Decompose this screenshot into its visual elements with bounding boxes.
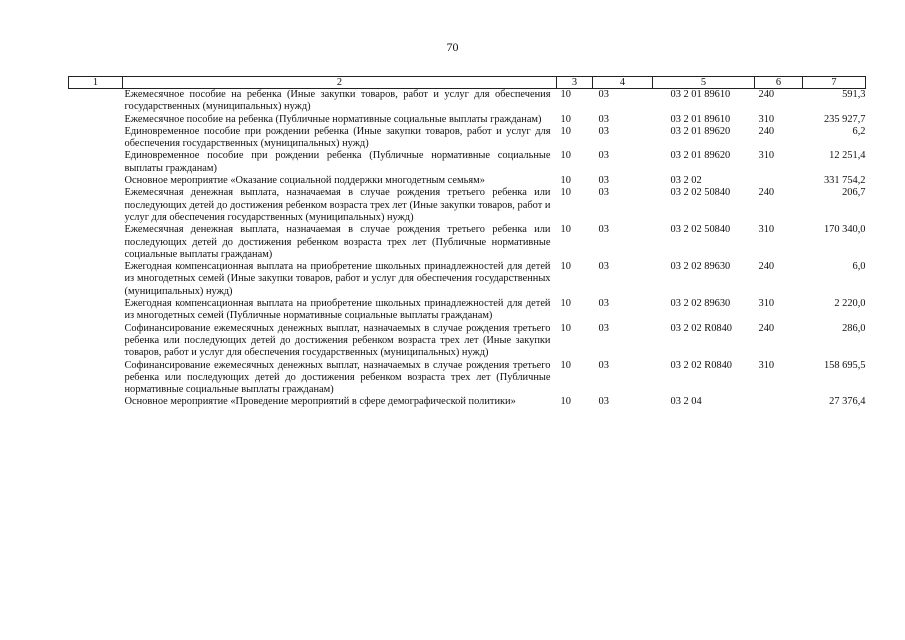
- table-row: [69, 360, 866, 397]
- header-col-2: 2: [123, 77, 557, 89]
- cell-subsection: 03: [598, 396, 609, 408]
- header-col-1: 1: [69, 77, 123, 89]
- cell-empty: [69, 126, 123, 151]
- table-row: [69, 150, 866, 175]
- cell-name: Ежемесячное пособие на ребенка (Публичные нормативные социальные выплаты гражданам): [124, 113, 542, 125]
- cell-section: 10: [560, 298, 571, 310]
- cell-section: 10: [560, 322, 571, 334]
- header-col-5: 5: [653, 77, 755, 89]
- cell-section: 10: [560, 89, 571, 100]
- cell-name: Единовременное пособие при рождении ребенка (Публичные нормативные социальные выплаты гражданам): [124, 150, 551, 174]
- cell-target-article: 03 2 02 89630: [670, 298, 731, 310]
- page-number: 70: [446, 40, 459, 54]
- cell-amount: 27 376,4: [829, 396, 866, 408]
- cell-subsection: 03: [598, 187, 609, 199]
- cell-expense-type: 310: [758, 298, 775, 310]
- cell-target-article: 03 2 02 50840: [670, 224, 731, 236]
- cell-name: Основное мероприятие «Проведение мероприятий в сфере демографической политики»: [124, 396, 516, 408]
- cell-amount: 6,2: [852, 125, 866, 137]
- budget-table: [68, 76, 866, 409]
- header-row: [69, 77, 866, 89]
- table-row: [69, 126, 866, 151]
- cell-empty: [69, 114, 123, 126]
- cell-target-article: 03 2 04: [670, 396, 702, 408]
- cell-empty: [69, 187, 123, 224]
- cell-target-article: 03 2 02 R0840: [670, 322, 732, 334]
- header-col-4: 4: [593, 77, 653, 89]
- table-row: [69, 323, 866, 360]
- cell-section: 10: [560, 224, 571, 236]
- cell-name: Ежемесячная денежная выплата, назначаемая в случае рождения третьего ребенка или последующих детей до достижения ребенком возраста трех лет (Публичные нормативные социальные выплаты гражданам): [124, 224, 551, 260]
- cell-expense-type: 310: [758, 224, 775, 236]
- cell-subsection: 03: [598, 150, 609, 162]
- cell-subsection: 03: [598, 89, 609, 100]
- table-row: [69, 175, 866, 187]
- cell-empty: [69, 224, 123, 261]
- cell-subsection: 03: [598, 125, 609, 137]
- table-header: [69, 77, 866, 89]
- cell-empty: [69, 323, 123, 360]
- cell-target-article: 03 2 01 89610: [670, 89, 731, 100]
- cell-section: 10: [560, 113, 571, 125]
- cell-empty: [69, 360, 123, 397]
- cell-section: 10: [560, 187, 571, 199]
- cell-amount: 286,0: [842, 322, 866, 334]
- table-row: [69, 396, 866, 408]
- cell-amount: 206,7: [842, 187, 866, 199]
- cell-expense-type: [755, 396, 803, 408]
- cell-name: Ежемесячная денежная выплата, назначаемая в случае рождения третьего ребенка или последующих детей до достижения ребенком возраста трех лет (Иные закупки товаров, работ и услуг для обеспечения государственных (муниципальных) нужд): [124, 187, 551, 223]
- cell-section: 10: [560, 125, 571, 137]
- cell-amount: 6,0: [852, 261, 866, 273]
- table-row: [69, 224, 866, 261]
- cell-name: Основное мероприятие «Оказание социальной поддержки многодетным семьям»: [124, 175, 485, 187]
- cell-amount: 170 340,0: [823, 224, 866, 236]
- cell-expense-type: 240: [758, 322, 775, 334]
- cell-amount: 235 927,7: [823, 113, 866, 125]
- cell-expense-type: 310: [758, 113, 775, 125]
- cell-expense-type: [755, 175, 803, 187]
- cell-empty: [69, 396, 123, 408]
- cell-subsection: 03: [598, 359, 609, 371]
- cell-subsection: 03: [598, 113, 609, 125]
- cell-subsection: 03: [598, 175, 609, 187]
- cell-expense-type: 240: [758, 125, 775, 137]
- cell-amount: 591,3: [842, 89, 866, 100]
- cell-empty: [69, 298, 123, 323]
- cell-section: 10: [560, 150, 571, 162]
- cell-expense-type: 240: [758, 187, 775, 199]
- cell-amount: 2 220,0: [834, 298, 866, 310]
- cell-amount: 158 695,5: [823, 359, 866, 371]
- cell-subsection: 03: [598, 261, 609, 273]
- cell-section: 10: [560, 359, 571, 371]
- cell-expense-type: 240: [758, 261, 775, 273]
- cell-expense-type: 310: [758, 150, 775, 162]
- cell-empty: [69, 89, 123, 114]
- table-body: [69, 89, 866, 409]
- cell-target-article: 03 2 01 89620: [670, 150, 731, 162]
- table-row: [69, 261, 866, 298]
- cell-name: Софинансирование ежемесячных денежных выплат, назначаемых в случае рождения третьего ребенка или последующих детей до достижения ребенком возраста трех лет (Иные закупки товаров, работ и услуг для обеспечения государственных (муниципальных) нужд): [124, 322, 551, 359]
- cell-empty: [69, 261, 123, 298]
- cell-name: Единовременное пособие при рождении ребенка (Иные закупки товаров, работ и услуг для обеспечения государственных (муниципальных) нужд): [124, 125, 551, 150]
- header-col-3: 3: [557, 77, 593, 89]
- cell-target-article: 03 2 01 89620: [670, 125, 731, 137]
- cell-target-article: 03 2 02 50840: [670, 187, 731, 199]
- cell-target-article: 03 2 02: [670, 175, 702, 187]
- cell-section: 10: [560, 175, 571, 187]
- cell-name: Ежегодная компенсационная выплата на приобретение школьных принадлежностей для детей из многодетных семей (Иные закупки товаров, работ и услуг для обеспечения государственных (муниципальных) нужд): [124, 261, 551, 297]
- cell-amount: 331 754,2: [823, 175, 866, 187]
- cell-name: Ежемесячное пособие на ребенка (Иные закупки товаров, работ и услуг для обеспечения государственных (муниципальных) нужд): [124, 89, 551, 113]
- cell-name: Ежегодная компенсационная выплата на приобретение школьных принадлежностей для детей из многодетных семей (Публичные нормативные социальные выплаты гражданам): [124, 298, 551, 322]
- table-row: [69, 187, 866, 224]
- cell-expense-type: 310: [758, 359, 775, 371]
- header-col-7: 7: [803, 77, 866, 89]
- cell-section: 10: [560, 261, 571, 273]
- header-col-6: 6: [755, 77, 803, 89]
- cell-empty: [69, 150, 123, 175]
- cell-subsection: 03: [598, 298, 609, 310]
- cell-target-article: 03 2 02 89630: [670, 261, 731, 273]
- table-row: [69, 89, 866, 114]
- cell-subsection: 03: [598, 322, 609, 334]
- cell-target-article: 03 2 01 89610: [670, 113, 731, 125]
- table-row: [69, 114, 866, 126]
- cell-section: 10: [560, 396, 571, 408]
- table-row: [69, 298, 866, 323]
- cell-empty: [69, 175, 123, 187]
- cell-amount: 12 251,4: [829, 150, 866, 162]
- cell-target-article: 03 2 02 R0840: [670, 359, 732, 371]
- cell-subsection: 03: [598, 224, 609, 236]
- cell-name: Софинансирование ежемесячных денежных выплат, назначаемых в случае рождения третьего ребенка или последующих детей до достижения ребенком возраста трех лет (Публичные нормативные социальные выплаты гражданам): [124, 359, 551, 396]
- cell-expense-type: 240: [758, 89, 775, 100]
